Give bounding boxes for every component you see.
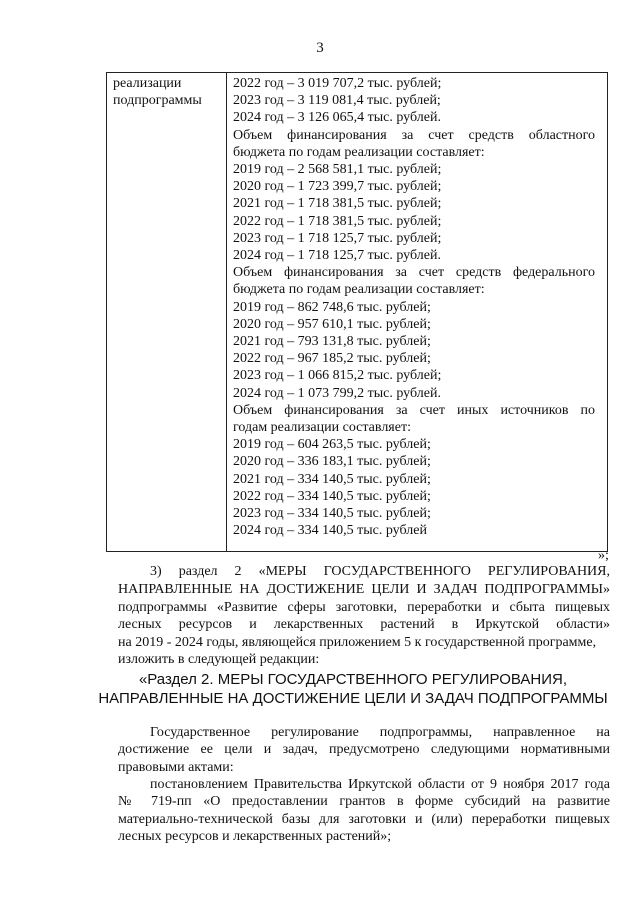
item3-line-text: изложить в следующей редакции: <box>118 652 320 667</box>
paragraph2-first <box>150 776 610 794</box>
regional-year-line: 2023 год – 1 718 125,7 тыс. рублей; <box>233 230 442 246</box>
paragraph1-line: правовыми актами: <box>118 759 234 775</box>
total-year-line: 2022 год – 3 019 707,2 тыс. рублей; <box>233 76 442 91</box>
federal-year-line: 2024 год – 1 073 799,2 тыс. рублей. <box>233 385 441 401</box>
section-title-line: НАПРАВЛЕННЫЕ НА ДОСТИЖЕНИЕ ЦЕЛИ И ЗАДАЧ ПОДПРОГРАММЫ <box>98 690 608 707</box>
paragraph2-line: материально-технической базы для заготовки и (или) переработки пищевых <box>118 811 610 827</box>
federal-year-line: 2021 год – 793 131,8 тыс. рублей; <box>233 334 431 350</box>
federal-heading-line: бюджета по годам реализации составляет: <box>233 282 485 298</box>
other-year-line: 2019 год – 604 263,5 тыс. рублей; <box>233 437 431 453</box>
item3-body <box>118 581 610 669</box>
total-year-line: 2024 год – 3 126 065,4 тыс. рублей. <box>233 110 441 126</box>
paragraph2-body <box>118 793 610 846</box>
federal-year-line: 2020 год – 957 610,1 тыс. рублей; <box>233 316 431 332</box>
item3-line-text: лесных ресурсов и лекарственных растений в Иркутской области» <box>118 617 610 632</box>
financing-table <box>106 72 608 552</box>
table-left-cell <box>113 75 223 109</box>
item3-line-text: на 2019 - 2024 годы, являющейся приложением 5 к государственной программе, <box>118 634 597 650</box>
item3-line-text: подпрограммы «Развитие сферы заготовки, переработки и сбыта пищевых <box>118 599 610 615</box>
regional-heading-line: Объем финансирования за счет средств областного <box>233 127 595 143</box>
other-year-line: 2020 год – 336 183,1 тыс. рублей; <box>233 454 431 470</box>
item3-line-text: НАПРАВЛЕННЫЕ НА ДОСТИЖЕНИЕ ЦЕЛИ И ЗАДАЧ ПОДПРОГРАММЫ» <box>118 582 610 597</box>
federal-year-line: 2022 год – 967 185,2 тыс. рублей; <box>233 351 431 367</box>
item3-line <box>150 563 610 581</box>
table-close-quote: »; <box>598 548 609 563</box>
federal-heading-line: Объем финансирования за счет средств федерального <box>233 265 595 281</box>
regional-heading-line: бюджета по годам реализации составляет: <box>233 144 485 160</box>
table-right-cell <box>233 75 595 539</box>
other-year-line: 2022 год – 334 140,5 тыс. рублей; <box>233 488 431 504</box>
regional-year-line: 2024 год – 1 718 125,7 тыс. рублей. <box>233 248 441 264</box>
regional-year-line: 2022 год – 1 718 381,5 тыс. рублей; <box>233 213 442 229</box>
left-cell-line: реализации <box>113 76 182 91</box>
table-column-divider <box>226 73 227 551</box>
regional-year-line: 2019 год – 2 568 581,1 тыс. рублей; <box>233 162 442 178</box>
total-year-line: 2023 год – 3 119 081,4 тыс. рублей; <box>233 93 441 109</box>
paragraph1-line: Государственное регулирование подпрограммы, направленное на <box>150 725 610 740</box>
paragraph2-line: постановлением Правительства Иркутской области от 9 ноября 2017 года <box>150 777 610 792</box>
item3-line-text: 3) раздел 2 «МЕРЫ ГОСУДАРСТВЕННОГО РЕГУЛИРОВАНИЯ, <box>150 564 610 579</box>
regional-year-line: 2021 год – 1 718 381,5 тыс. рублей; <box>233 196 442 212</box>
other-year-line: 2024 год – 334 140,5 тыс. рублей <box>233 523 427 539</box>
paragraph1-body <box>118 741 610 776</box>
federal-year-line: 2019 год – 862 748,6 тыс. рублей; <box>233 299 431 315</box>
federal-year-line: 2023 год – 1 066 815,2 тыс. рублей; <box>233 368 442 384</box>
regional-year-line: 2020 год – 1 723 399,7 тыс. рублей; <box>233 179 442 195</box>
section-title <box>80 670 626 708</box>
paragraph2-line: № 719-пп «О предоставлении грантов в форме субсидий на развитие <box>118 794 610 809</box>
section-title-line: «Раздел 2. МЕРЫ ГОСУДАРСТВЕННОГО РЕГУЛИРОВАНИЯ, <box>138 671 568 688</box>
paragraph1-line: достижение ее цели и задач, предусмотрено следующими нормативными <box>118 742 610 757</box>
other-year-line: 2021 год – 334 140,5 тыс. рублей; <box>233 471 431 487</box>
page-number: 3 <box>316 40 324 56</box>
other-heading-line: годам реализации составляет: <box>233 420 411 436</box>
paragraph1-first <box>150 724 610 742</box>
paragraph2-line: лесных ресурсов и лекарственных растений»; <box>118 829 392 844</box>
other-heading-line: Объем финансирования за счет иных источников по <box>233 402 595 418</box>
other-year-line: 2023 год – 334 140,5 тыс. рублей; <box>233 506 431 522</box>
left-cell-line: подпрограммы <box>113 93 202 109</box>
